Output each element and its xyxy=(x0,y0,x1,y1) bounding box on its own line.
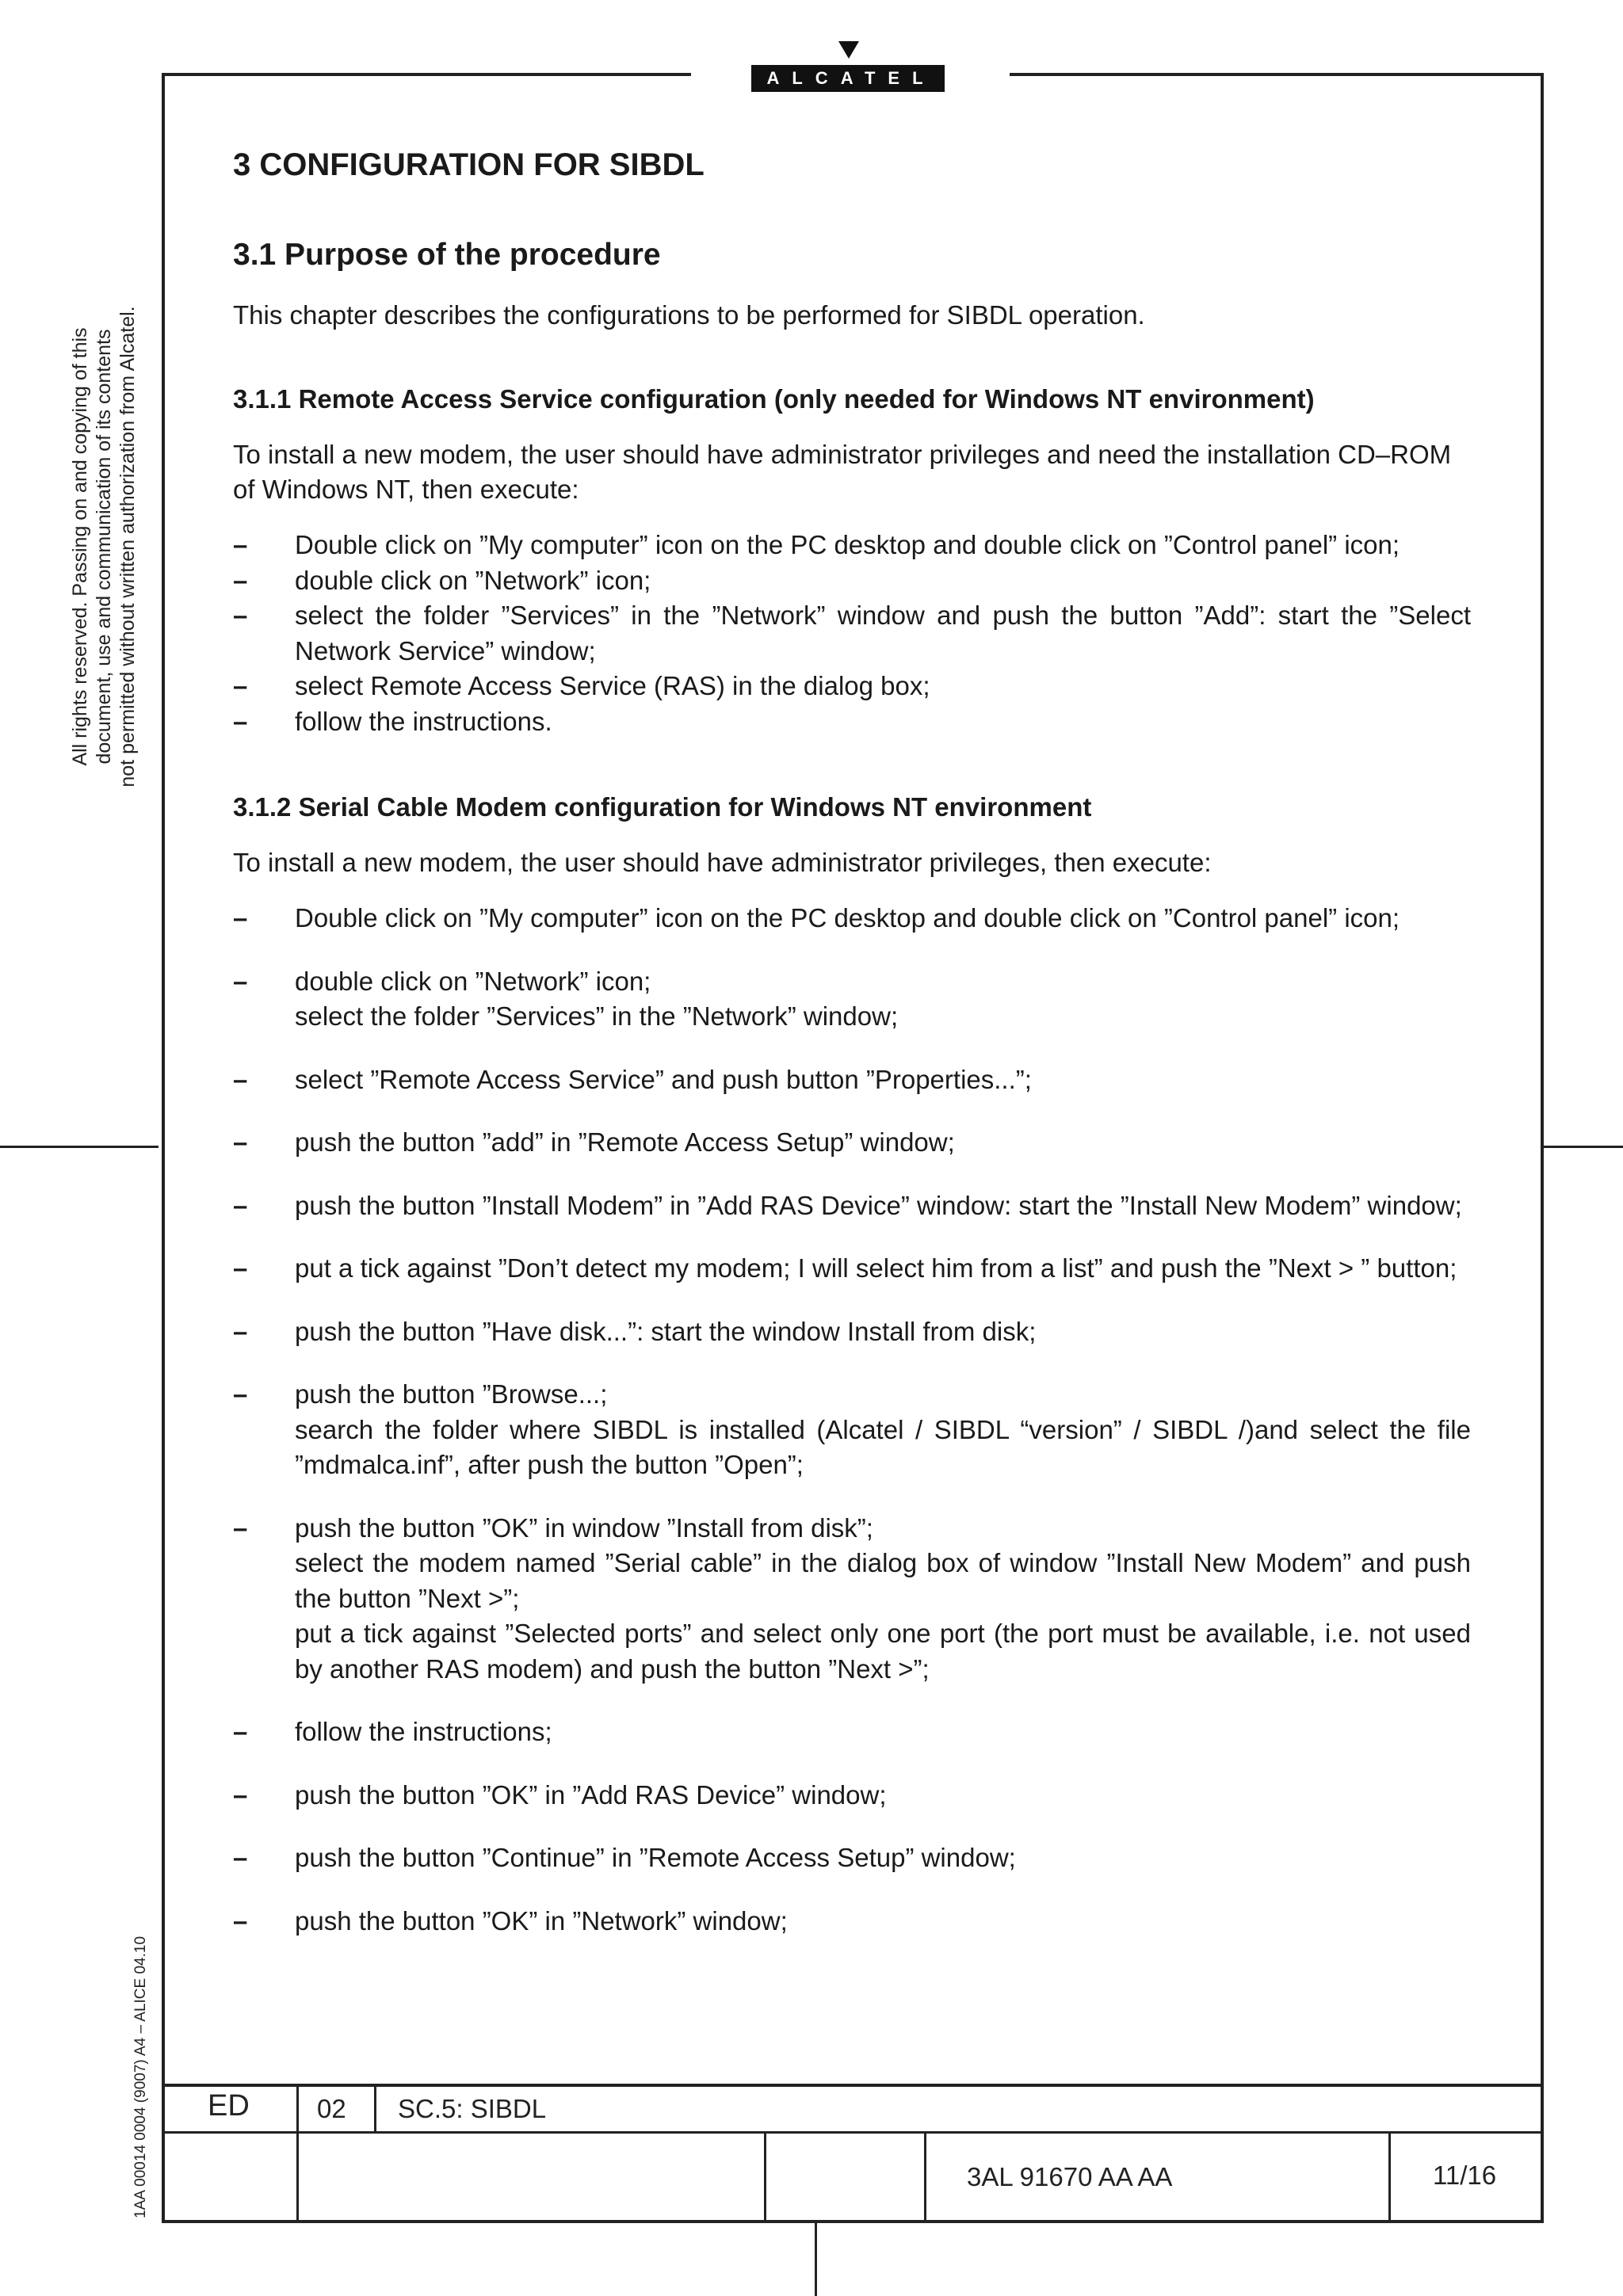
footer-divider xyxy=(374,2084,376,2131)
list-item xyxy=(233,1778,1471,1814)
list-item xyxy=(233,1840,1471,1876)
document-body xyxy=(233,143,1471,1966)
chapter-title: 3 CONFIGURATION FOR SIBDL xyxy=(233,147,705,182)
footer-page-number: 11/16 xyxy=(1433,2161,1497,2190)
alcatel-logo: ALCATEL xyxy=(751,65,945,92)
footer-row-divider xyxy=(162,2131,1544,2134)
section-3-1-2-title: 3.1.2 Serial Cable Modem configuration for Windows NT environment xyxy=(233,792,1092,822)
copyright-note xyxy=(68,269,139,824)
footer-ed-label: ED xyxy=(208,2089,250,2122)
list-line: – double click on ”Network” icon; xyxy=(295,966,651,996)
list-item xyxy=(233,1377,1471,1483)
list-line: put a tick against ”Selected ports” and select only one port (the port must be available, i.e. not used by another RAS modem) and push the button ”Next >”; xyxy=(295,1619,1471,1684)
footer-section: SC.5: SIBDL xyxy=(398,2094,547,2123)
list-line: – push the button ”OK” in ”Add RAS Device” window; xyxy=(295,1779,887,1810)
list-line: – follow the instructions; xyxy=(295,1717,552,1746)
section-3-1-2-list xyxy=(233,901,1471,1939)
form-code: 1AA 00014 0004 (9007) A4 – ALICE 04.10 xyxy=(132,1936,149,2218)
section-3-1-2-intro: To install a new modem, the user should have administrator privileges, then execute: xyxy=(233,848,1212,877)
footer-ed-value: 02 xyxy=(317,2094,346,2123)
section-3-1-title: 3.1 Purpose of the procedure xyxy=(233,238,661,272)
list-line: – push the button ”Continue” in ”Remote Access Setup” window; xyxy=(295,1843,1016,1872)
list-item: – select Remote Access Service (RAS) in the dialog box; xyxy=(233,669,1471,704)
logo-arrow-icon xyxy=(838,41,859,59)
list-item: – double click on ”Network” icon; xyxy=(233,563,1471,599)
copyright-line: not permitted without written authorization from Alcatel. xyxy=(116,306,139,788)
copyright-line: document, use and communication of its contents xyxy=(93,329,115,765)
list-line: search the folder where SIBDL is installed (Alcatel / SIBDL “version” / SIBDL /)and select the file ”mdmalca.inf”, after push the button ”Open”; xyxy=(295,1414,1471,1479)
section-3-1-text: This chapter describes the configurations to be performed for SIBDL operation. xyxy=(233,300,1145,330)
list-line: – push the button ”add” in ”Remote Access Setup” window; xyxy=(295,1127,955,1157)
list-item xyxy=(233,1714,1471,1750)
list-item xyxy=(233,1062,1471,1098)
list-item: – follow the instructions. xyxy=(233,704,1471,740)
list-item xyxy=(233,964,1471,1035)
list-item xyxy=(233,901,1471,936)
list-item xyxy=(233,1251,1471,1287)
footer-table xyxy=(162,2084,1544,2223)
list-item: – Double click on ”My computer” icon on the PC desktop and double click on ”Control panel” icon; xyxy=(233,528,1471,563)
list-item xyxy=(233,1188,1471,1224)
list-line: – push the button ”Browse...; xyxy=(295,1379,608,1409)
list-line: – push the button ”Have disk...”: start the window Install from disk; xyxy=(295,1316,1037,1346)
list-item xyxy=(233,1125,1471,1161)
footer-doc-number: 3AL 91670 AA AA xyxy=(967,2162,1173,2191)
list-line: – push the button ”Install Modem” in ”Add RAS Device” window: start the ”Install New Modem” window; xyxy=(295,1190,1462,1220)
fold-mark-right xyxy=(1544,1146,1623,1148)
footer-divider xyxy=(296,2084,299,2223)
copyright-line: All rights reserved. Passing on and copying of this xyxy=(69,327,91,766)
list-item xyxy=(233,1314,1471,1350)
fold-mark-left xyxy=(0,1146,158,1148)
frame-left xyxy=(162,73,165,2222)
frame-top-left xyxy=(162,73,691,76)
footer-top-border xyxy=(162,2084,1544,2087)
list-line: – Double click on ”My computer” icon on the PC desktop and double click on ”Control panel” icon; xyxy=(295,903,1400,933)
footer-divider xyxy=(764,2131,766,2223)
list-line: select the folder ”Services” in the ”Network” window; xyxy=(295,1001,899,1031)
list-item xyxy=(233,1511,1471,1688)
list-item xyxy=(233,1904,1471,1939)
footer-divider xyxy=(1388,2131,1391,2223)
frame-top-right xyxy=(1010,73,1542,76)
section-3-1-1-title: 3.1.1 Remote Access Service configuration (only needed for Windows NT environment) xyxy=(233,384,1315,414)
list-item: – select the folder ”Services” in the ”Network” window and push the button ”Add”: start the ”Select Network Service” window; xyxy=(233,598,1471,669)
section-3-1-1-intro: To install a new modem, the user should have administrator privileges and need the installation CD–ROM of Windows NT, then execute: xyxy=(233,440,1452,504)
list-line: select the modem named ”Serial cable” in the dialog box of window ”Install New Modem” and push the button ”Next >”; xyxy=(295,1548,1471,1613)
footer-divider xyxy=(924,2131,926,2223)
fold-mark-bottom xyxy=(815,2223,817,2296)
list-line: – put a tick against ”Don’t detect my modem; I will select him from a list” and push the ”Next > ” button; xyxy=(295,1253,1457,1283)
list-line: – push the button ”OK” in ”Network” window; xyxy=(295,1905,788,1936)
section-3-1-1-list xyxy=(233,528,1471,739)
list-line: – push the button ”OK” in window ”Install from disk”; xyxy=(295,1512,873,1543)
list-line: – select ”Remote Access Service” and push button ”Properties...”; xyxy=(295,1064,1032,1094)
